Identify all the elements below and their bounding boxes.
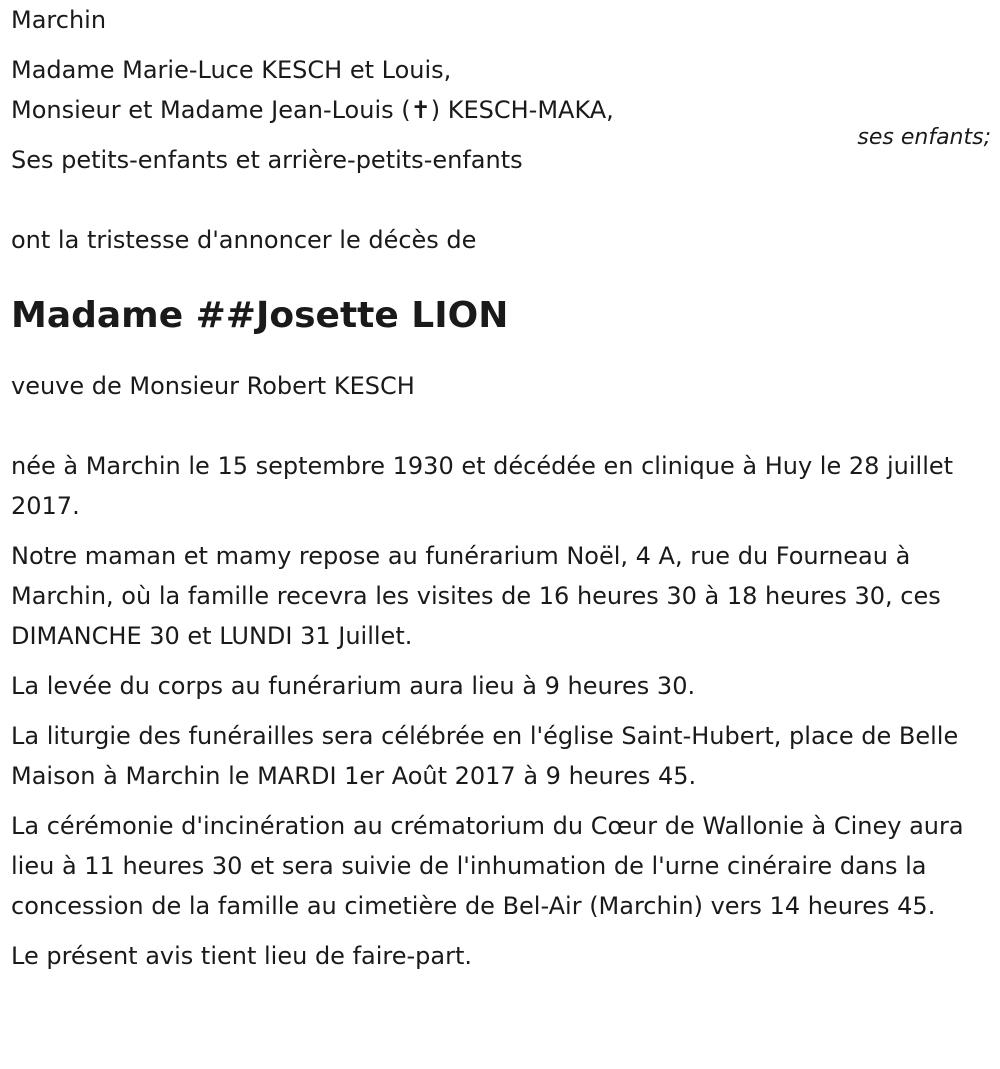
announcement-line: ont la tristesse d'annoncer le décès de xyxy=(11,226,477,254)
closing-paragraph: Le présent avis tient lieu de faire-part. xyxy=(11,942,473,970)
obituary-notice xyxy=(11,0,991,976)
location: Marchin xyxy=(11,6,107,34)
deceased-name: Madame ##Josette LION xyxy=(11,295,509,336)
family-line-1: Madame Marie-Luce KESCH et Louis, xyxy=(11,56,452,84)
children-note: ses enfants; xyxy=(857,125,991,150)
cremation-paragraph: La cérémonie d'incinération au crématorium du Cœur de Wallonie à Ciney aura lieu à 11 heures 30 et sera suivie de l'inhumation de l'urne cinéraire dans la concession de la famille au cimetière de Bel-Air (Marchin) vers 14 heures 45. xyxy=(11,812,964,920)
grandchildren-line: Ses petits-enfants et arrière-petits-enfants xyxy=(11,146,523,174)
repose-paragraph: Notre maman et mamy repose au funérarium Noël, 4 A, rue du Fourneau à Marchin, où la famille recevra les visites de 16 heures 30 à 18 heures 30, ces DIMANCHE 30 et LUNDI 31 Juillet. xyxy=(11,542,941,650)
family-line-2: Monsieur et Madame Jean-Louis (✝) KESCH-MAKA, xyxy=(11,96,614,124)
liturgy-paragraph: La liturgie des funérailles sera célébrée en l'église Saint-Hubert, place de Belle Maison à Marchin le MARDI 1er Août 2017 à 9 heures 45. xyxy=(11,722,959,790)
birth-death-paragraph: née à Marchin le 15 septembre 1930 et décédée en clinique à Huy le 28 juillet 2017. xyxy=(11,452,954,520)
widow-of: veuve de Monsieur Robert KESCH xyxy=(11,372,415,400)
levee-paragraph: La levée du corps au funérarium aura lieu à 9 heures 30. xyxy=(11,672,696,700)
